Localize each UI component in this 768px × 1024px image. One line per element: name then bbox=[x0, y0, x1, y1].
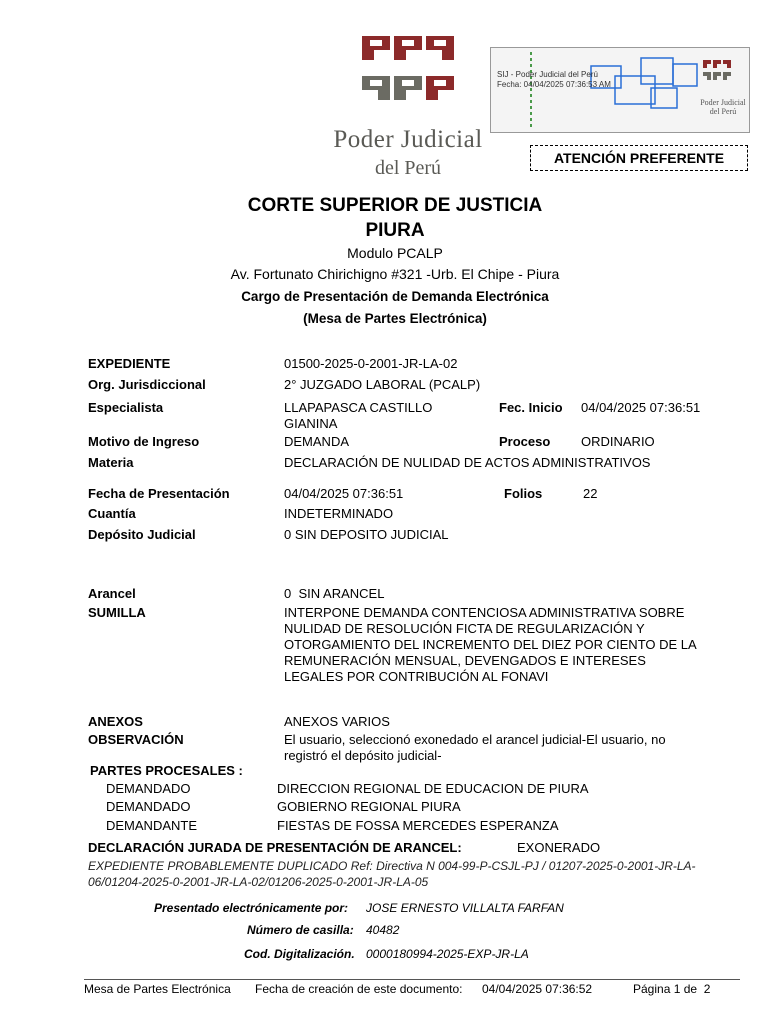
org-value: 2° JUZGADO LABORAL (PCALP) bbox=[284, 377, 481, 392]
proceso-value: ORDINARIO bbox=[581, 434, 655, 449]
org-label: Org. Jurisdiccional bbox=[88, 377, 206, 392]
footer-created-label: Fecha de creación de este documento: bbox=[255, 982, 463, 996]
document-subtitle: (Mesa de Partes Electrónica) bbox=[303, 311, 487, 326]
cuantia-label: Cuantía bbox=[88, 506, 136, 521]
expediente-value: 01500-2025-0-2001-JR-LA-02 bbox=[284, 356, 458, 371]
logo-bottom-row bbox=[362, 76, 454, 100]
court-city: PIURA bbox=[365, 220, 425, 241]
anexos-label: ANEXOS bbox=[88, 714, 143, 729]
folios-label: Folios bbox=[504, 486, 543, 501]
cod-value: 0000180994-2025-EXP-JR-LA bbox=[366, 947, 529, 961]
document-title: Cargo de Presentación de Demanda Electrónica bbox=[241, 289, 549, 304]
stamp-line2: Fecha: 04/04/2025 07:36:53 AM bbox=[497, 80, 611, 89]
arancel-label: Arancel bbox=[88, 586, 136, 601]
motivo-label: Motivo de Ingreso bbox=[88, 434, 200, 449]
party-name: DIRECCION REGIONAL DE EDUCACION DE PIURA bbox=[277, 781, 589, 796]
stamp-brand-line1: Poder Judicial bbox=[700, 98, 746, 107]
deposito-label: Depósito Judicial bbox=[88, 527, 196, 542]
declaracion-value: EXONERADO bbox=[517, 840, 601, 855]
anexos-value: ANEXOS VARIOS bbox=[284, 714, 390, 729]
footer-divider bbox=[84, 979, 740, 980]
brand-country: del Perú bbox=[374, 157, 442, 179]
stamp-text bbox=[497, 70, 611, 90]
court-address: Av. Fortunato Chirichigno #321 -Urb. El Chipe - Piura bbox=[230, 266, 560, 282]
casilla-value: 40482 bbox=[366, 923, 400, 937]
materia-label: Materia bbox=[88, 455, 134, 470]
expediente-label: EXPEDIENTE bbox=[88, 356, 171, 371]
especialista-label: Especialista bbox=[88, 400, 164, 415]
party-role: DEMANDADO bbox=[106, 799, 191, 814]
poder-judicial-logo bbox=[360, 34, 456, 114]
fec-inicio-label: Fec. Inicio bbox=[499, 400, 563, 415]
deposito-value: 0 SIN DEPOSITO JUDICIAL bbox=[284, 527, 449, 542]
presentado-label: Presentado electrónicamente por: bbox=[154, 901, 349, 915]
cod-label: Cod. Digitalización. bbox=[244, 947, 355, 961]
party-role: DEMANDADO bbox=[106, 781, 191, 796]
declaracion-label: DECLARACIÓN JURADA DE PRESENTACIÓN DE ARANCEL: bbox=[88, 840, 462, 855]
sumilla-value: INTERPONE DEMANDA CONTENCIOSA ADMINISTRATIVA SOBRE NULIDAD DE RESOLUCIÓN FICTA DE REGULARIZACIÓN Y OTORGAMIENTO DEL INCREMENTO DEL DIEZ POR CIENTO DE LA REMUNERACIÓN MENSUAL, DEVENGADOS E INTERESES LEGALES POR CONTRIBUCIÓN AL FONAVI bbox=[284, 605, 697, 684]
footer-system: Mesa de Partes Electrónica bbox=[84, 982, 231, 996]
stamp-graphic bbox=[491, 48, 749, 132]
arancel-value: 0 SIN ARANCEL bbox=[284, 586, 385, 601]
fec-inicio-value: 04/04/2025 07:36:51 bbox=[581, 400, 701, 415]
footer-page: Página 1 de 2 bbox=[633, 982, 711, 996]
logo-top-row bbox=[362, 36, 454, 60]
observacion-value: El usuario, seleccionó exonedado el arancel judicial-El usuario, no registró el depósito judicial- bbox=[284, 732, 666, 763]
partes-heading: PARTES PROCESALES : bbox=[90, 763, 243, 778]
digital-signature-stamp bbox=[490, 47, 750, 133]
party-name: FIESTAS DE FOSSA MERCEDES ESPERANZA bbox=[277, 818, 559, 833]
court-module: Modulo PCALP bbox=[347, 245, 443, 261]
presentado-value: JOSE ERNESTO VILLALTA FARFAN bbox=[366, 901, 564, 915]
proceso-label: Proceso bbox=[499, 434, 551, 449]
duplicate-note: EXPEDIENTE PROBABLEMENTE DUPLICADO Ref: Directiva N 004-99-P-CSJL-PJ / 01207-2025-0-2001-JR-LA- 06/01204-2025-0-2001-JR-LA-02/01206-2025-0-2001-JR-LA-05 bbox=[88, 859, 696, 889]
footer-created-value: 04/04/2025 07:36:52 bbox=[482, 982, 593, 996]
party-role: DEMANDANTE bbox=[106, 818, 198, 833]
cuantia-value: INDETERMINADO bbox=[284, 506, 394, 521]
preference-badge: ATENCIÓN PREFERENTE bbox=[530, 145, 748, 171]
folios-value: 22 bbox=[583, 486, 598, 501]
observacion-label: OBSERVACIÓN bbox=[88, 732, 184, 747]
materia-value: DECLARACIÓN DE NULIDAD DE ACTOS ADMINISTRATIVOS bbox=[284, 455, 651, 470]
casilla-label: Número de casilla: bbox=[247, 923, 354, 937]
motivo-value: DEMANDA bbox=[284, 434, 350, 449]
especialista-value: LLAPAPASCA CASTILLO GIANINA bbox=[284, 400, 433, 431]
fecha-presentacion-value: 04/04/2025 07:36:51 bbox=[284, 486, 404, 501]
stamp-brand bbox=[699, 98, 747, 116]
fecha-presentacion-label: Fecha de Presentación bbox=[88, 486, 230, 501]
brand-name: Poder Judicial bbox=[333, 126, 483, 153]
stamp-line1: SIJ - Poder Judicial del Perú bbox=[497, 70, 598, 79]
stamp-brand-line2: del Perú bbox=[709, 107, 737, 116]
party-name: GOBIERNO REGIONAL PIURA bbox=[277, 799, 461, 814]
court-title: CORTE SUPERIOR DE JUSTICIA bbox=[247, 195, 543, 216]
sumilla-label: SUMILLA bbox=[88, 605, 146, 620]
